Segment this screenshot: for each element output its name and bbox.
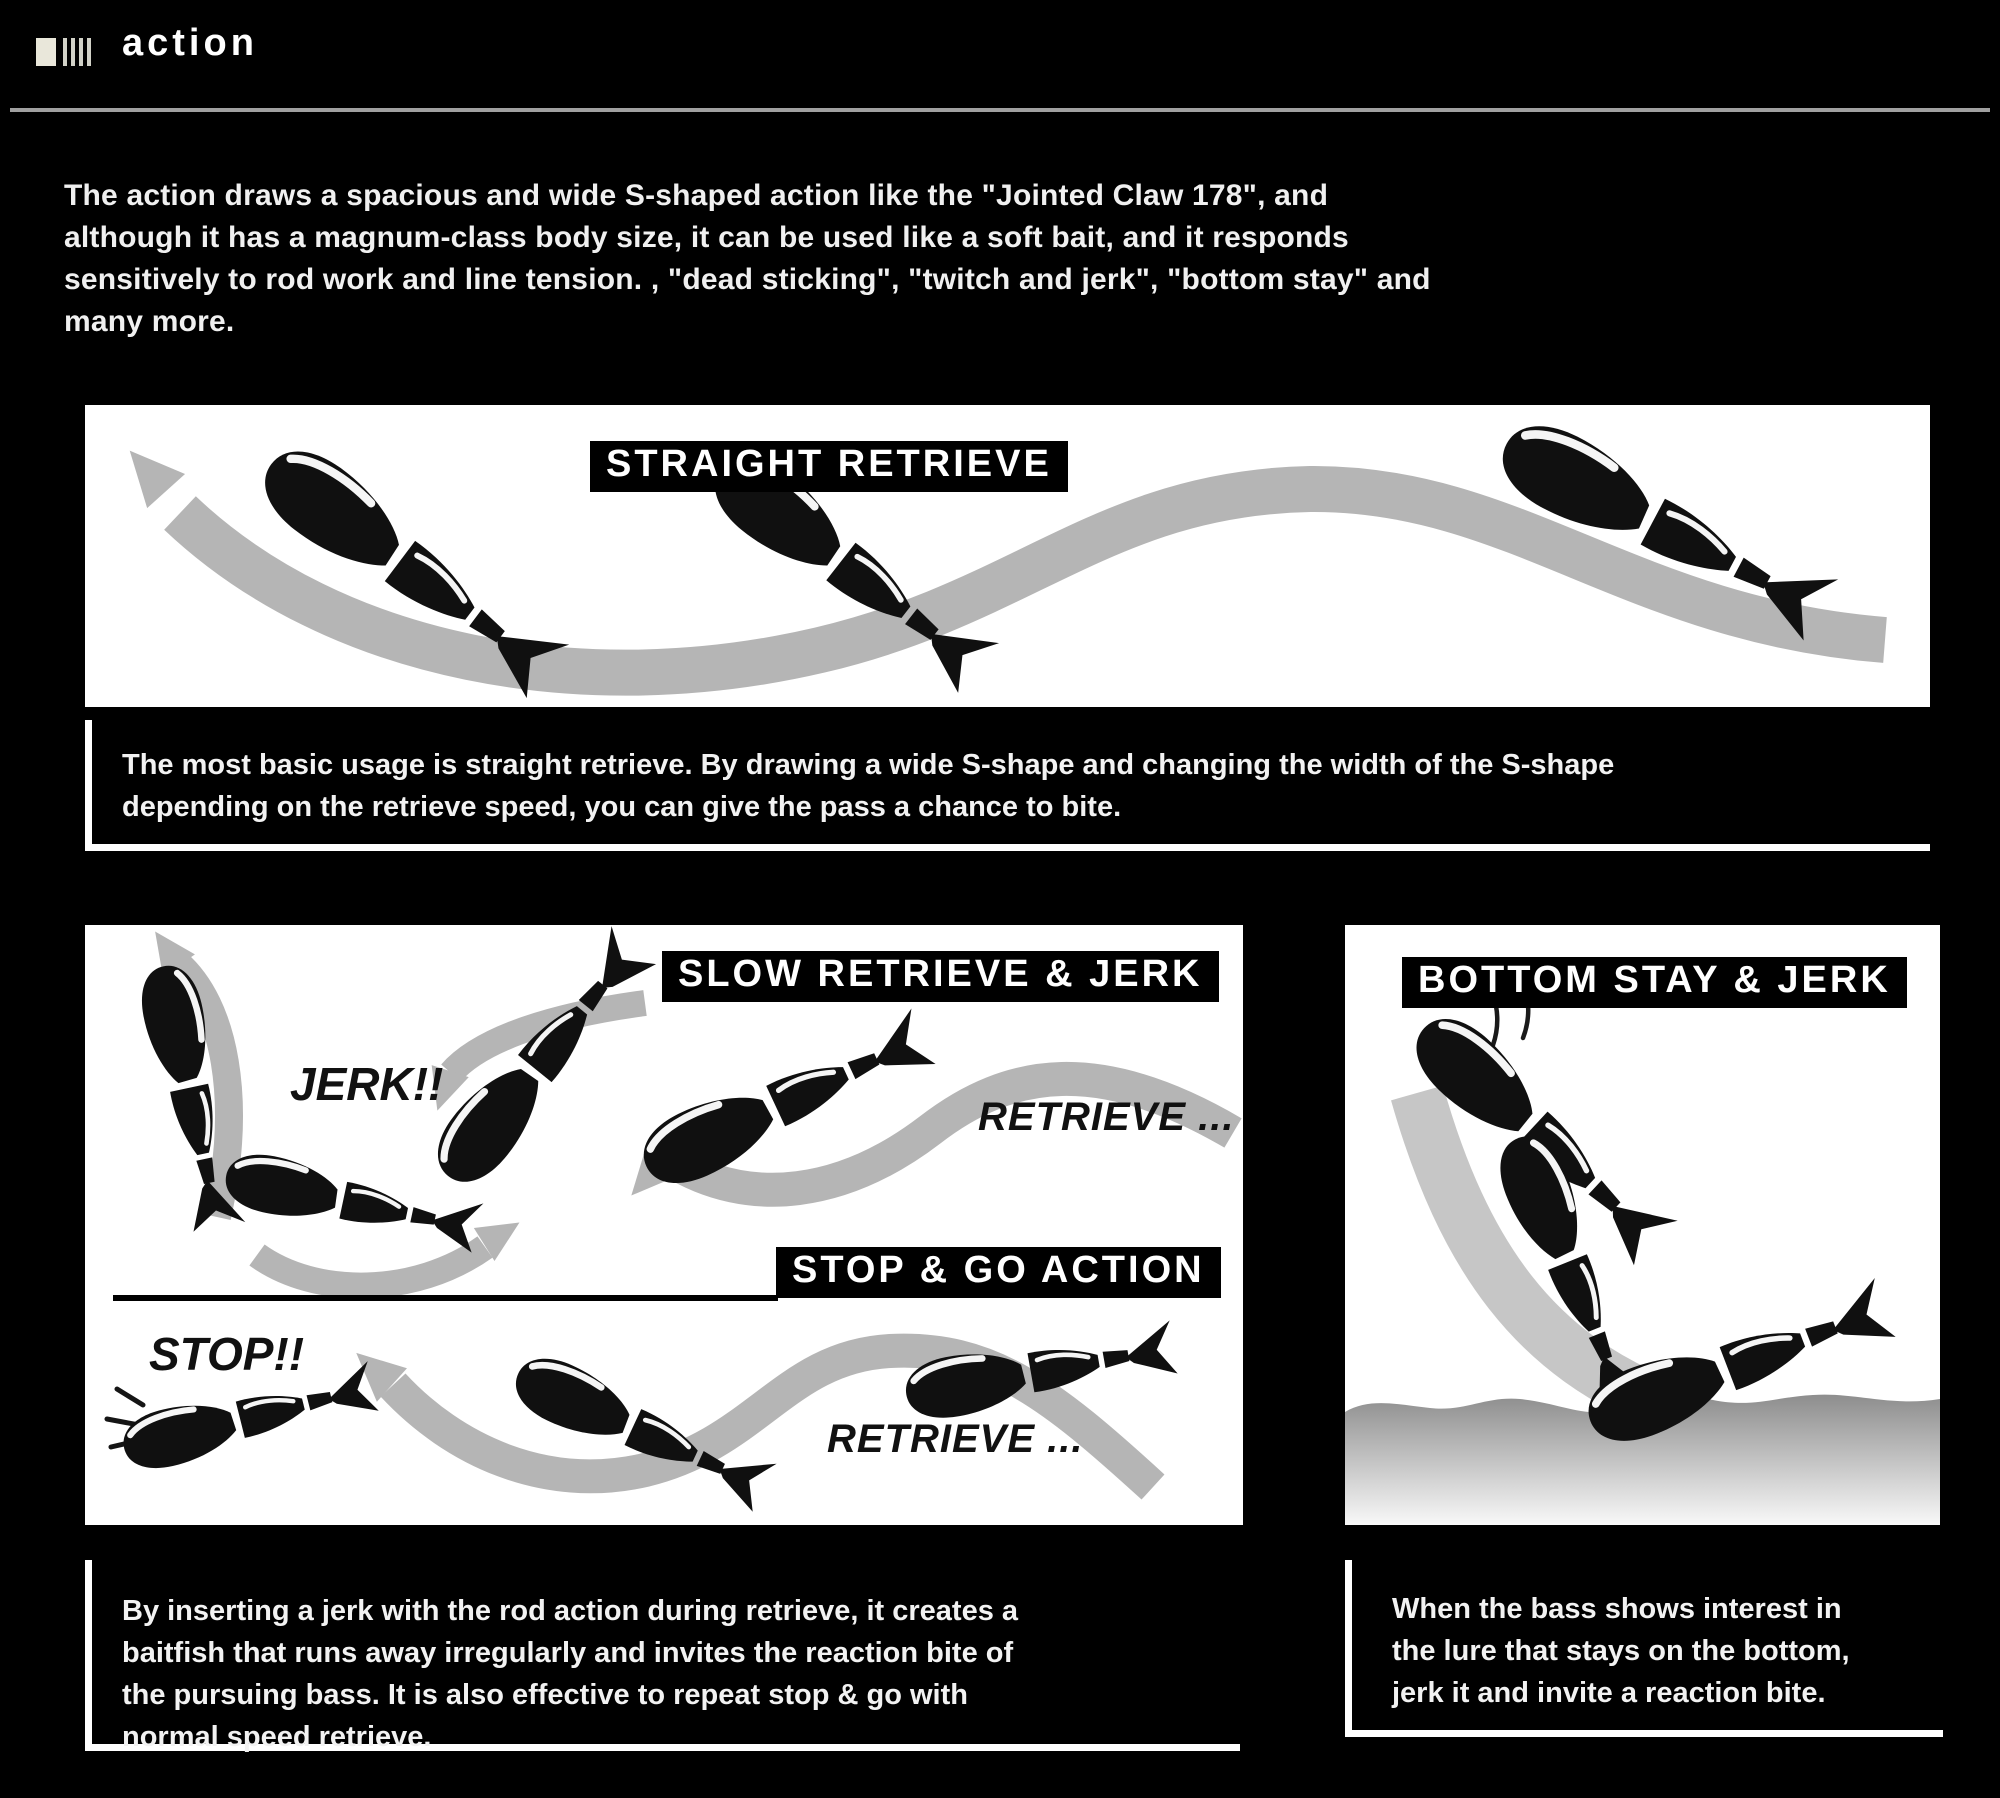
- retrieve-annotation: RETRIEVE ...: [978, 1095, 1235, 1139]
- jerk-arc: [257, 1247, 485, 1286]
- caption-straight-retrieve: [85, 720, 1930, 851]
- retrieve-annotation: RETRIEVE ...: [827, 1417, 1084, 1461]
- intro-line: sensitively to rod work and line tension. , "dead sticking", "twitch and jerk", "bottom stay" and: [64, 263, 1431, 296]
- intro-line: although it has a magnum-class body size, it can be used like a soft bait, and it responds: [64, 221, 1349, 254]
- diagram-straight-retrieve: [85, 405, 1930, 707]
- bottom-stay-jerk-illustration: [1345, 925, 1940, 1525]
- bottom-stay-jerk-label: BOTTOM STAY & JERK: [1402, 957, 1907, 1008]
- slow-retrieve-jerk-label: SLOW RETRIEVE & JERK: [662, 951, 1219, 1002]
- diagram-slow-retrieve-jerk: [85, 925, 1243, 1525]
- caption-text: The most basic usage is straight retrieve. By drawing a wide S-shape and changing the width of the S-shape depending on the retrieve speed, you can give the pass a chance to bite.: [122, 749, 1615, 823]
- caption-text: By inserting a jerk with the rod action during retrieve, it creates a baitfish that runs away irregularly and invites the reaction bite of the pursuing bass. It is also effective to repeat stop & go with normal speed retrieve.: [122, 1595, 1019, 1753]
- header-rule: [10, 108, 1990, 112]
- section-title: action: [122, 22, 258, 64]
- straight-retrieve-label: STRAIGHT RETRIEVE: [590, 441, 1068, 492]
- caption-bottom-stay-jerk: [1345, 1560, 1943, 1737]
- diagram-bottom-stay-jerk: [1345, 925, 1940, 1525]
- stop-go-divider: [113, 1295, 778, 1301]
- barcode-icon: [36, 38, 100, 73]
- direction-arrow: [111, 434, 185, 509]
- caption-text: When the bass shows interest in the lure that stays on the bottom, jerk it and invite a reaction bite.: [1392, 1593, 1850, 1709]
- jerk-annotation: JERK!!: [290, 1058, 444, 1110]
- intro-line: The action draws a spacious and wide S-shaped action like the "Jointed Claw 178", and: [64, 179, 1329, 212]
- intro-line: many more.: [64, 305, 235, 338]
- impact-mark: [117, 1389, 143, 1405]
- stop-go-action-label: STOP & GO ACTION: [776, 1247, 1221, 1298]
- caption-slow-retrieve-jerk: [85, 1560, 1240, 1751]
- stop-annotation: STOP!!: [149, 1328, 305, 1380]
- intro-paragraph: [64, 175, 1431, 343]
